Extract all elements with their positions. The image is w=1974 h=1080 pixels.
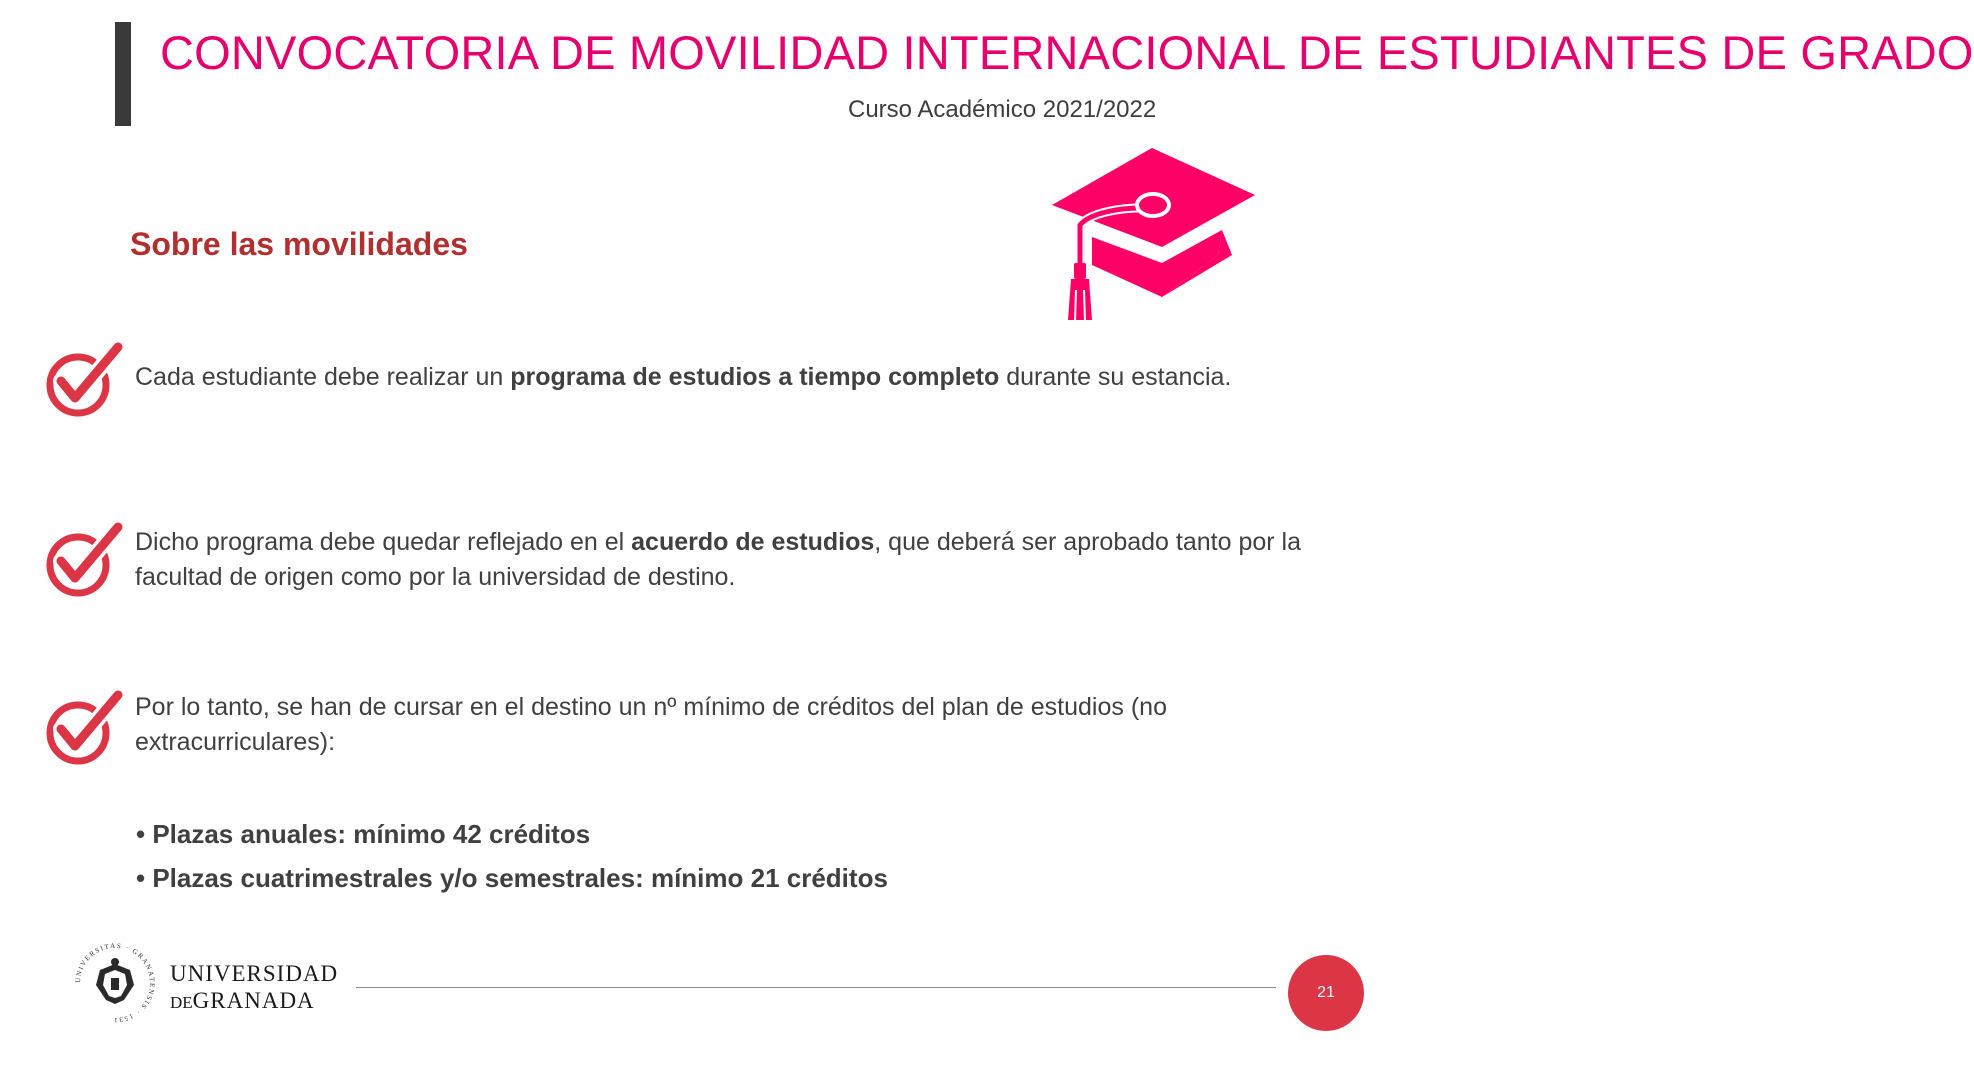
academic-year-subtitle: Curso Académico 2021/2022 — [848, 96, 1157, 123]
item-text: Dicho programa debe quedar reflejado en el — [135, 528, 632, 556]
check-circle-icon — [44, 688, 124, 768]
item-emphasis: acuerdo de estudios — [631, 528, 875, 556]
item-text: Por lo tanto, se han de cursar en el destino un nº mínimo de créditos del plan de estudios (no extracurriculares): — [135, 693, 1167, 756]
item-text: Cada estudiante debe realizar un — [135, 363, 511, 391]
svg-text:UNIVERSITAS · GRANATENSIS · 15: UNIVERSITAS · GRANATENSIS · 1531 — [73, 941, 157, 1025]
wordmark-line2 — [170, 987, 338, 1016]
wordmark-de: DE — [170, 993, 193, 1012]
wordmark-granada: GRANADA — [192, 988, 315, 1013]
university-crest-logo — [72, 940, 158, 1026]
item-emphasis: programa de estudios a tiempo completo — [510, 363, 1000, 391]
item-text: , que deberá ser aprobado tanto por la facultad de origen como por la universidad de destino. — [135, 528, 1301, 591]
check-circle-icon — [44, 340, 124, 420]
footer-divider — [356, 987, 1276, 988]
credit-requirement-annual: • Plazas anuales: mínimo 42 créditos — [136, 819, 591, 849]
page-title-text: CONVOCATORIA DE MOVILIDAD INTERNACIONAL DE ESTUDIANTES DE GRADO — [160, 26, 1974, 79]
list-item — [135, 360, 1365, 395]
list-item — [135, 690, 1365, 760]
check-circle-icon — [44, 520, 124, 600]
credit-requirements-list — [136, 812, 888, 900]
section-heading: Sobre las movilidades — [130, 226, 468, 262]
page-number-badge — [1288, 955, 1364, 1031]
graduation-cap-icon — [1050, 145, 1260, 330]
wordmark-line1: UNIVERSIDAD — [170, 961, 339, 986]
university-wordmark — [170, 960, 338, 1016]
credit-requirement-semester: • Plazas cuatrimestrales y/o semestrales: mínimo 21 créditos — [136, 863, 888, 893]
title-accent-bar — [115, 22, 131, 126]
page-title — [160, 26, 1974, 79]
page-number: 21 — [1317, 984, 1335, 1001]
list-item — [135, 525, 1365, 595]
item-text: durante su estancia. — [999, 363, 1232, 391]
